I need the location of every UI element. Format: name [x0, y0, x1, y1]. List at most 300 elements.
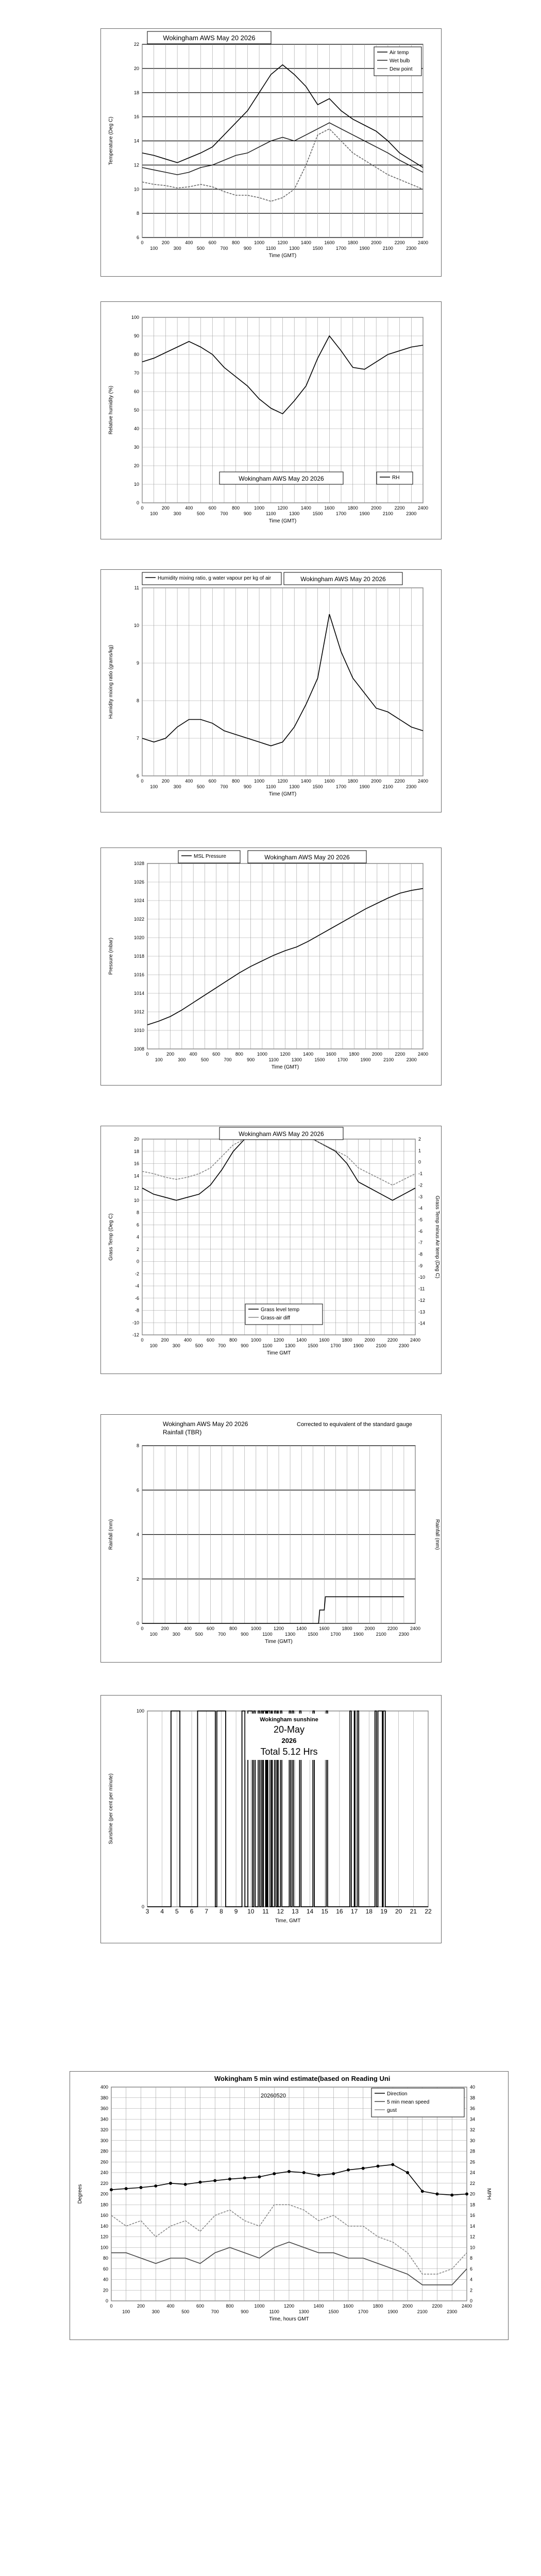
x-tick-label: 1400 [296, 1626, 307, 1631]
x-tick-label: 2400 [417, 778, 429, 784]
y-tick-label: 2 [136, 1576, 139, 1582]
y2-tick-label: 14 [470, 2223, 476, 2229]
y-tick-label: 1014 [133, 991, 144, 996]
x-tick-label: 100 [150, 784, 158, 789]
x-tick-label: 2400 [410, 1337, 421, 1343]
x-tick-label: 200 [161, 1337, 169, 1343]
y2-tick-label: -2 [418, 1182, 423, 1188]
x-axis-label: Time (GMT) [271, 1064, 299, 1070]
y2-tick-label: 1 [418, 1148, 421, 1154]
x-tick-label: 700 [218, 1632, 226, 1637]
legend-label: Wet bulb [390, 58, 410, 64]
y-tick-label: 12 [133, 162, 139, 168]
x-tick-label: 1800 [347, 505, 358, 511]
y2-axis-label: Rainfall (mm) [434, 1519, 440, 1550]
y-tick-label: 18 [133, 90, 139, 95]
x-tick-label: 1000 [254, 2303, 265, 2309]
x-tick-label: 300 [172, 1343, 180, 1348]
x-tick-label: 2200 [387, 1626, 398, 1631]
y2-tick-label: 34 [470, 2116, 476, 2122]
x-axis-label: Time (GMT) [265, 1639, 293, 1645]
x-tick-label: 2100 [376, 1632, 386, 1637]
y-tick-label: 8 [136, 1443, 139, 1448]
x-tick-label: 800 [226, 2303, 234, 2309]
x-tick-label: 1400 [300, 240, 311, 245]
x-tick-label: 900 [243, 246, 251, 251]
y-tick-label: 20 [133, 463, 139, 468]
x-tick-label: 500 [197, 511, 205, 516]
x-tick-label: 600 [208, 240, 216, 245]
x-tick-label: 100 [155, 1057, 163, 1062]
x-tick-label: 1200 [280, 1052, 291, 1057]
y-tick-label: 80 [133, 352, 139, 357]
chart-year: 2026 [281, 1737, 297, 1744]
x-tick-label: 100 [149, 1632, 158, 1637]
y-tick-label: 160 [100, 2213, 108, 2218]
x-tick-label: 1100 [266, 246, 276, 251]
y-axis-label: Degrees [77, 2184, 83, 2204]
x-tick-label: 1400 [300, 778, 311, 784]
y-tick-label: 1024 [133, 898, 144, 903]
x-tick-label: 1100 [262, 1343, 273, 1348]
y-tick-label: 1016 [133, 972, 144, 977]
chart-panel-humidity [100, 301, 442, 539]
y-axis-label: Rainfall (mm) [108, 1519, 114, 1550]
x-tick-label: 2000 [364, 1337, 375, 1343]
x-tick-label: 1900 [359, 511, 370, 516]
x-tick-label: 18 [365, 1908, 373, 1915]
y-tick-label: 16 [133, 1161, 139, 1166]
x-tick-label: 600 [206, 1337, 215, 1343]
y2-axis-label: Grass Temp minus Air temp (Deg C) [434, 1195, 440, 1279]
x-tick-label: 9 [234, 1908, 238, 1915]
x-tick-label: 2300 [447, 2309, 458, 2314]
x-tick-label: 1800 [342, 1626, 352, 1631]
x-tick-label: 2200 [387, 1337, 398, 1343]
y-tick-label: 260 [100, 2159, 108, 2165]
x-tick-label: 2300 [406, 1057, 417, 1062]
x-tick-label: 1100 [262, 1632, 273, 1637]
x-tick-label: 700 [220, 246, 228, 251]
y2-tick-label: 0 [470, 2298, 473, 2303]
y-tick-label: 20 [133, 1137, 139, 1142]
x-tick-label: 0 [141, 505, 144, 511]
x-tick-label: 1900 [353, 1632, 364, 1637]
y-tick-label: 10 [133, 187, 139, 192]
y2-tick-label: 12 [470, 2234, 476, 2240]
x-tick-label: 700 [224, 1057, 232, 1062]
x-tick-label: 1200 [283, 2303, 295, 2309]
x-tick-label: 16 [336, 1908, 343, 1915]
x-tick-label: 1600 [319, 1337, 330, 1343]
x-tick-label: 1600 [324, 778, 335, 784]
y-tick-label: 280 [100, 2148, 108, 2154]
y-tick-label: 10 [133, 1197, 139, 1203]
x-tick-label: 2300 [398, 1343, 409, 1348]
x-tick-label: 800 [229, 1337, 238, 1343]
x-axis-label: Time (GMT) [268, 253, 297, 259]
y-tick-label: 360 [100, 2106, 108, 2111]
x-tick-label: 300 [151, 2309, 160, 2314]
x-tick-label: 2000 [371, 778, 382, 784]
x-tick-label: 700 [218, 1343, 226, 1348]
y-tick-label: 6 [136, 1222, 139, 1228]
y-tick-label: 8 [136, 1210, 139, 1215]
x-tick-label: 1400 [313, 2303, 324, 2309]
y-tick-label: -6 [134, 1295, 139, 1301]
x-tick-label: 2100 [382, 511, 393, 516]
x-tick-label: 1300 [289, 246, 300, 251]
legend-label: Direction [387, 2091, 408, 2097]
y2-tick-label: -5 [418, 1217, 423, 1223]
x-tick-label: 10 [247, 1908, 255, 1915]
x-tick-label: 1500 [308, 1632, 318, 1637]
chart-panel-temperature [100, 28, 442, 277]
x-tick-label: 600 [208, 505, 216, 511]
x-tick-label: 500 [197, 784, 205, 789]
x-tick-label: 1900 [387, 2309, 398, 2314]
y-tick-label: 10 [133, 482, 139, 487]
y2-tick-label: 10 [470, 2245, 476, 2250]
x-tick-label: 15 [321, 1908, 328, 1915]
x-tick-label: 2000 [402, 2303, 413, 2309]
y2-tick-label: -3 [418, 1194, 423, 1199]
x-tick-label: 2100 [382, 784, 393, 789]
x-tick-label: 2100 [417, 2309, 428, 2314]
x-tick-label: 1700 [336, 246, 347, 251]
x-tick-label: 400 [185, 240, 193, 245]
chart-total: Total 5.12 Hrs [260, 1747, 318, 1757]
x-tick-label: 400 [185, 505, 193, 511]
x-tick-label: 0 [141, 240, 144, 245]
x-tick-label: 1000 [254, 778, 265, 784]
x-tick-label: 2100 [376, 1343, 386, 1348]
x-tick-label: 500 [195, 1343, 203, 1348]
x-tick-label: 1600 [343, 2303, 354, 2309]
y2-tick-label: 26 [470, 2159, 476, 2165]
x-tick-label: 1100 [266, 784, 276, 789]
x-tick-label: 12 [277, 1908, 284, 1915]
x-tick-label: 1800 [373, 2303, 383, 2309]
y-tick-label: 240 [100, 2170, 108, 2175]
y2-axis-label: MPH [486, 2188, 492, 2200]
x-tick-label: 1500 [308, 1343, 318, 1348]
x-tick-label: 900 [247, 1057, 255, 1062]
y2-tick-label: 32 [470, 2127, 476, 2132]
x-tick-label: 200 [137, 2303, 145, 2309]
y-tick-label: 180 [100, 2202, 108, 2208]
x-tick-label: 1000 [250, 1337, 261, 1343]
x-tick-label: 1800 [349, 1052, 360, 1057]
x-tick-label: 300 [172, 1632, 180, 1637]
x-tick-label: 600 [206, 1626, 215, 1631]
x-tick-label: 200 [166, 1052, 175, 1057]
chart-panel-sunshine [100, 1695, 442, 1943]
x-tick-label: 7 [205, 1908, 209, 1915]
x-tick-label: 200 [161, 778, 170, 784]
y-tick-label: 200 [100, 2191, 108, 2197]
x-tick-label: 500 [195, 1632, 203, 1637]
x-tick-label: 700 [220, 784, 228, 789]
y-tick-label: 0 [105, 2298, 108, 2303]
x-tick-label: 8 [219, 1908, 223, 1915]
y-tick-label: 22 [133, 42, 139, 47]
y-tick-label: -10 [132, 1320, 139, 1326]
y2-tick-label: -9 [418, 1263, 423, 1268]
x-tick-label: 1500 [312, 511, 323, 516]
x-tick-label: 1500 [312, 784, 323, 789]
y-tick-label: 4 [136, 1234, 139, 1240]
x-tick-label: 0 [146, 1052, 149, 1057]
x-tick-label: 1500 [314, 1057, 325, 1062]
y2-tick-label: 0 [418, 1159, 421, 1165]
chart-title: Wokingham AWS May 20 2026 [239, 1130, 324, 1138]
y-tick-label: 60 [103, 2266, 108, 2272]
x-tick-label: 2000 [371, 505, 382, 511]
x-tick-label: 600 [208, 778, 216, 784]
chart-title: Wokingham AWS May 20 2026 [239, 475, 324, 482]
x-tick-label: 19 [380, 1908, 387, 1915]
y-tick-label: 60 [133, 389, 139, 394]
chart-panel-grass-temp [100, 1126, 442, 1374]
x-tick-label: 6 [190, 1908, 194, 1915]
chart-title: Wokingham AWS May 20 2026 [264, 854, 350, 861]
y-tick-label: 300 [100, 2138, 108, 2143]
x-tick-label: 2200 [394, 778, 405, 784]
y2-tick-label: 24 [470, 2170, 476, 2175]
x-tick-label: 400 [189, 1052, 197, 1057]
x-tick-label: 400 [185, 778, 193, 784]
x-tick-label: 1600 [319, 1626, 330, 1631]
legend-label: MSL Pressure [194, 854, 226, 859]
chart-title: Wokingham AWS May 20 2026 [163, 34, 256, 42]
x-tick-label: 17 [350, 1908, 358, 1915]
chart-panel-pressure [100, 848, 442, 1086]
y-tick-label: 100 [100, 2245, 108, 2250]
chart-panel-wind [70, 2071, 509, 2340]
x-axis-label: Time (GMT) [268, 518, 297, 524]
y2-tick-label: -11 [418, 1286, 425, 1292]
y-axis-label: Grass Temp (Deg C) [108, 1213, 114, 1261]
x-tick-label: 1400 [303, 1052, 314, 1057]
y-tick-label: -2 [134, 1271, 139, 1277]
x-tick-label: 1200 [273, 1626, 284, 1631]
chart-title: Wokingham 5 min wind estimate(based on Reading Uni [214, 2075, 391, 2082]
x-tick-label: 500 [181, 2309, 190, 2314]
x-tick-label: 1400 [296, 1337, 307, 1343]
y2-tick-label: 6 [470, 2266, 473, 2272]
x-tick-label: 2200 [432, 2303, 443, 2309]
y2-tick-label: 36 [470, 2106, 476, 2111]
y-tick-label: -4 [134, 1283, 139, 1289]
legend-label: Air temp [390, 50, 409, 56]
x-tick-label: 4 [160, 1908, 164, 1915]
x-tick-label: 300 [178, 1057, 186, 1062]
x-tick-label: 1200 [277, 240, 288, 245]
y-tick-label: 6 [136, 773, 139, 778]
chart-title: Wokingham sunshine [260, 1717, 318, 1723]
x-tick-label: 1300 [291, 1057, 302, 1062]
y-axis-label: Relative humidity (%) [108, 385, 114, 435]
y2-tick-label: -6 [418, 1228, 423, 1234]
y2-tick-label: 38 [470, 2095, 476, 2100]
y-tick-label: 18 [133, 1148, 139, 1154]
x-tick-label: 14 [306, 1908, 314, 1915]
x-tick-label: 400 [183, 1626, 192, 1631]
y-tick-label: 10 [133, 623, 139, 628]
chart-title: Wokingham AWS May 20 2026 [300, 575, 386, 583]
x-tick-label: 0 [141, 1337, 144, 1343]
x-tick-label: 2400 [461, 2303, 472, 2309]
y2-tick-label: 40 [470, 2084, 476, 2090]
y2-tick-label: 4 [470, 2277, 473, 2282]
y-tick-label: 1012 [133, 1009, 144, 1014]
chart-subtitle: Rainfall (TBR) [163, 1429, 202, 1436]
x-tick-label: 1100 [266, 511, 276, 516]
x-tick-label: 500 [200, 1057, 209, 1062]
y-tick-label: 340 [100, 2116, 108, 2122]
y-tick-label: 100 [136, 1708, 144, 1714]
x-tick-label: 21 [410, 1908, 417, 1915]
x-tick-label: 2000 [371, 1052, 382, 1057]
y-tick-label: 8 [136, 211, 139, 216]
x-tick-label: 2300 [398, 1632, 409, 1637]
x-tick-label: 900 [241, 1343, 249, 1348]
x-tick-label: 1200 [273, 1337, 284, 1343]
x-axis-label: Time (GMT) [268, 791, 297, 797]
y-tick-label: -8 [134, 1308, 139, 1313]
x-tick-label: 800 [229, 1626, 238, 1631]
y-axis-label: Temperature (Deg C) [108, 116, 114, 165]
x-axis-label: Time, GMT [275, 1918, 301, 1924]
y-axis-label: Pressure (mbar) [108, 937, 114, 975]
x-tick-label: 1200 [277, 778, 288, 784]
y2-tick-label: 8 [470, 2256, 473, 2261]
y-tick-label: 90 [133, 333, 139, 338]
chart-note: Corrected to equivalent of the standard gauge [297, 1421, 412, 1428]
x-tick-label: 1100 [269, 2309, 279, 2314]
x-tick-label: 1000 [254, 505, 265, 511]
chart-subtitle: 20-May [273, 1724, 305, 1735]
y2-tick-label: 22 [470, 2180, 476, 2186]
y-tick-label: 16 [133, 114, 139, 120]
y-tick-label: 9 [136, 660, 139, 666]
x-tick-label: 1500 [312, 246, 323, 251]
x-tick-label: 0 [110, 2303, 113, 2309]
x-tick-label: 2200 [395, 1052, 405, 1057]
y-tick-label: 1026 [133, 879, 144, 885]
chart-subtitle: 20260520 [261, 2093, 286, 2099]
y-tick-label: 11 [134, 585, 139, 590]
x-tick-label: 600 [212, 1052, 221, 1057]
x-tick-label: 800 [232, 505, 240, 511]
y-tick-label: 40 [133, 426, 139, 431]
x-tick-label: 200 [161, 1626, 169, 1631]
x-tick-label: 400 [183, 1337, 192, 1343]
x-tick-label: 800 [235, 1052, 243, 1057]
x-tick-label: 1300 [298, 2309, 309, 2314]
y2-tick-label: -10 [418, 1275, 426, 1280]
legend-label: Grass-air diff [261, 1315, 291, 1321]
y-tick-label: 1018 [133, 954, 144, 959]
x-tick-label: 2300 [406, 246, 417, 251]
x-tick-label: 2400 [410, 1626, 421, 1631]
x-tick-label: 400 [166, 2303, 175, 2309]
x-tick-label: 200 [161, 505, 170, 511]
legend-label: gust [387, 2108, 397, 2113]
x-tick-label: 100 [150, 511, 158, 516]
y-tick-label: 400 [100, 2084, 108, 2090]
x-tick-label: 11 [262, 1908, 269, 1915]
y-tick-label: 380 [100, 2095, 108, 2100]
legend-label: Grass level temp [261, 1307, 300, 1313]
x-axis-label: Time GMT [266, 1350, 291, 1356]
y-tick-label: 1022 [133, 917, 144, 922]
y-tick-label: 1028 [133, 861, 144, 866]
x-tick-label: 700 [220, 511, 228, 516]
x-tick-label: 200 [161, 240, 170, 245]
x-tick-label: 2200 [394, 505, 405, 511]
x-tick-label: 1800 [347, 240, 358, 245]
x-tick-label: 1900 [360, 1057, 371, 1062]
x-tick-label: 300 [173, 246, 181, 251]
x-tick-label: 1300 [285, 1632, 296, 1637]
x-tick-label: 13 [292, 1908, 299, 1915]
x-tick-label: 1700 [336, 784, 347, 789]
x-tick-label: 1900 [359, 246, 370, 251]
x-tick-label: 100 [149, 1343, 158, 1348]
y-tick-label: 0 [136, 1621, 139, 1626]
x-tick-label: 800 [232, 778, 240, 784]
y-tick-label: -12 [132, 1332, 139, 1337]
y2-tick-label: 16 [470, 2213, 476, 2218]
y-tick-label: 70 [133, 370, 139, 376]
y-tick-label: 1020 [133, 935, 144, 940]
x-tick-label: 1200 [277, 505, 288, 511]
chart-panel-mixing-ratio [100, 569, 442, 812]
x-tick-label: 2100 [382, 246, 393, 251]
y-axis-label: Sunshine (per cent per minute) [108, 1773, 114, 1844]
y-axis-label: Humidity mixing ratio (grams/kg) [108, 645, 114, 719]
y-tick-label: 20 [103, 2287, 108, 2293]
legend-label: 5 min mean speed [387, 2099, 430, 2105]
x-tick-label: 2400 [417, 505, 429, 511]
x-tick-label: 0 [141, 1626, 144, 1631]
y-tick-label: 30 [133, 445, 139, 450]
x-tick-label: 900 [243, 784, 251, 789]
x-tick-label: 1600 [324, 505, 335, 511]
y2-tick-label: -14 [418, 1320, 426, 1326]
x-tick-label: 500 [197, 246, 205, 251]
y-tick-label: 4 [136, 1532, 139, 1537]
x-tick-label: 2300 [406, 784, 417, 789]
x-tick-label: 900 [241, 1632, 249, 1637]
y-tick-label: 40 [103, 2277, 108, 2282]
y-tick-label: 1008 [133, 1046, 144, 1052]
x-tick-label: 300 [173, 784, 181, 789]
y2-tick-label: -12 [418, 1297, 426, 1303]
legend-label: Humidity mixing ratio, g water vapour per kg of air [158, 575, 272, 581]
x-tick-label: 100 [122, 2309, 130, 2314]
x-tick-label: 1700 [358, 2309, 368, 2314]
y-tick-label: 0 [141, 1904, 144, 1909]
y-tick-label: 14 [133, 1173, 139, 1179]
x-tick-label: 900 [241, 2309, 249, 2314]
y2-tick-label: 28 [470, 2148, 476, 2154]
y-tick-label: 6 [136, 235, 139, 240]
x-tick-label: 2100 [383, 1057, 394, 1062]
y-tick-label: 2 [136, 1246, 139, 1252]
